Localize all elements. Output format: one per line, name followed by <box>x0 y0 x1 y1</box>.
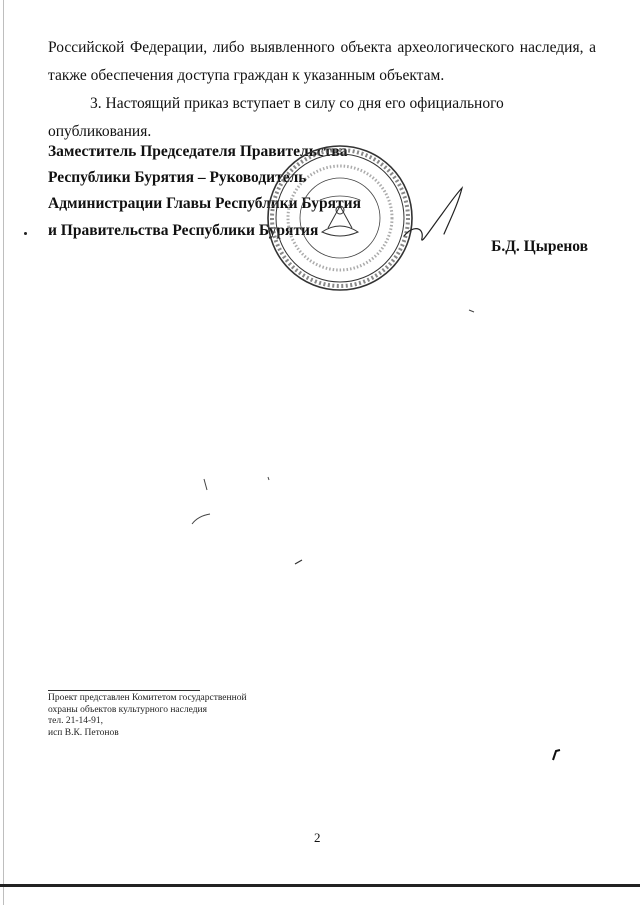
scan-dot <box>24 232 27 235</box>
paragraph-3 <box>48 90 596 146</box>
official-seal-stamp <box>262 140 418 296</box>
signature-title-line-2: Республики Бурятия – Руководитель <box>48 169 307 186</box>
handwritten-signature <box>400 184 470 254</box>
paragraph-line-2: также обеспечения доступа граждан к указанным объектам. <box>48 67 445 84</box>
scan-speck <box>202 478 210 492</box>
scan-speck <box>550 748 562 762</box>
signature-title-line-1: Заместитель Председателя Правительства <box>48 143 348 160</box>
signature-title-line-3: Администрации Главы Республики Бурятия <box>48 195 361 212</box>
scan-bottom-border <box>0 884 640 887</box>
scan-edge-line <box>3 0 4 905</box>
footnote <box>48 693 308 739</box>
footnote-line-2: охраны объектов культурного наследия <box>48 704 207 715</box>
scan-speck <box>294 558 304 566</box>
footnote-line-4: исп В.К. Петонов <box>48 727 119 738</box>
signer-name: Б.Д. Цыренов <box>491 237 588 255</box>
footnote-line-1: Проект представлен Комитетом государственной <box>48 693 247 703</box>
scan-speck <box>266 476 272 482</box>
scan-speck <box>190 512 212 526</box>
scan-speck <box>468 308 478 314</box>
paragraph-line-1: Российской Федерации, либо выявленного объекта археологического наследия, а <box>48 39 596 56</box>
page-number: 2 <box>314 830 321 845</box>
footnote-line-3: тел. 21-14-91, <box>48 716 104 726</box>
paragraph-3-text: 3. Настоящий приказ вступает в силу со дня его официального опубликования. <box>48 95 504 140</box>
signature-title-line-4: и Правительства Республики Бурятия <box>48 222 319 239</box>
footnote-rule <box>48 690 200 691</box>
